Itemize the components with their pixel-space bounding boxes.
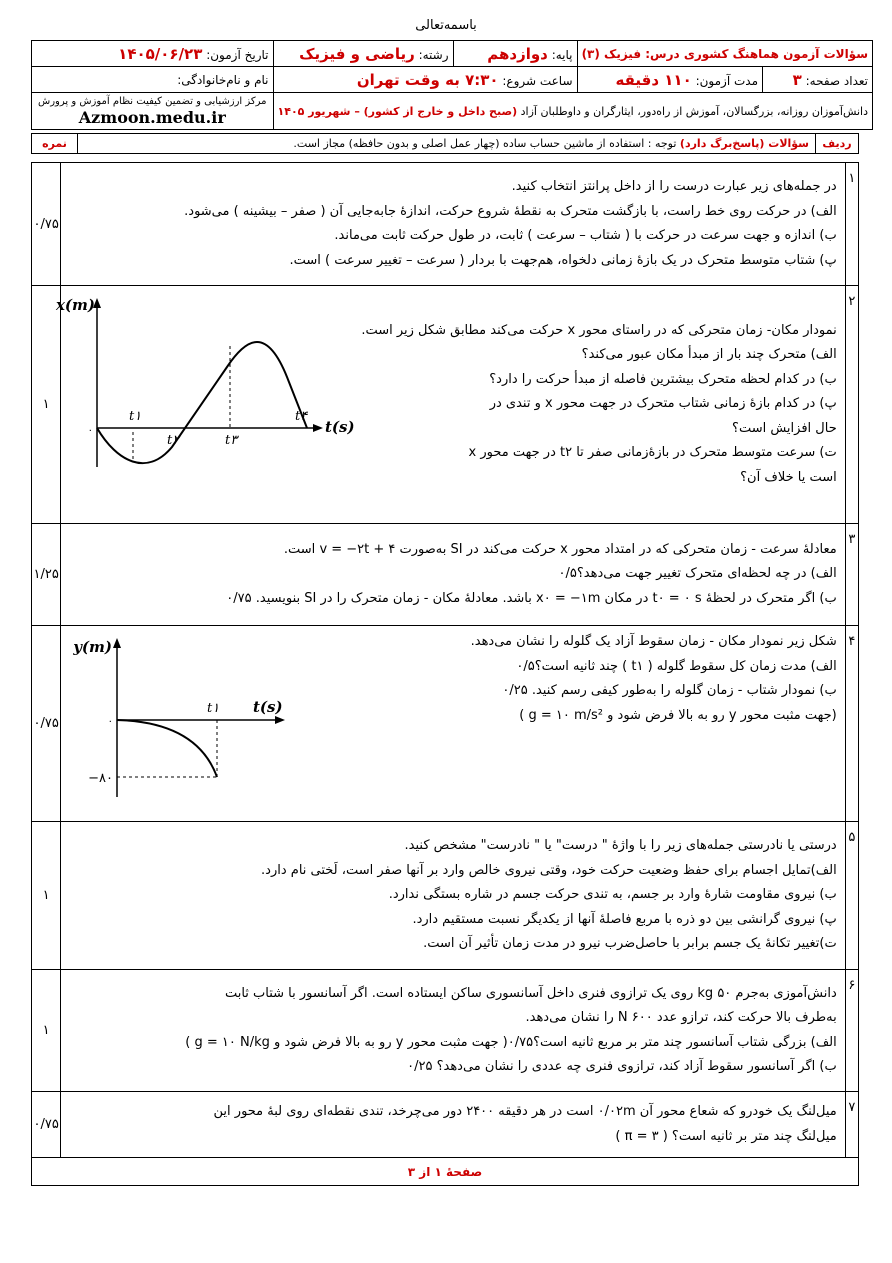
column-header xyxy=(31,133,859,154)
question-body xyxy=(61,626,845,822)
duration-cell xyxy=(577,67,763,93)
question-line: میل‌لنگ چند متر بر ثانیه است؟ ( π = ۳ ) xyxy=(615,1128,837,1144)
start-value: ۷:۳۰ به وقت تهران xyxy=(356,70,499,89)
question-body xyxy=(61,970,845,1092)
question-body xyxy=(61,1092,845,1158)
position-time-graph xyxy=(56,292,355,472)
questions-table xyxy=(31,162,859,1186)
question-row xyxy=(32,970,859,1092)
fall-graph xyxy=(67,632,297,802)
question-row xyxy=(32,524,859,626)
fall-curve xyxy=(117,720,217,777)
question-line: شکل زیر نمودار مکان - زمان سقوط آزاد یک گلوله را نشان می‌دهد. xyxy=(470,634,837,649)
question-score: ۱/۲۵ xyxy=(32,524,61,626)
graph-origin: ۰ xyxy=(107,716,114,727)
question-line: ت)تغییر تکانهٔ یک جسم برابر با حاصل‌ضرب نیرو در مدت زمان تأثیر آن است. xyxy=(423,936,837,952)
graph-xlabel: t(s) xyxy=(253,698,283,716)
graph-t3: t۳ xyxy=(225,433,238,448)
question-score: ۰/۷۵ xyxy=(32,1092,61,1158)
grade-cell xyxy=(453,41,577,67)
audience-text: دانش‌آموزان روزانه، بزرگسالان، آموزش از راه‌دور، ایثارگران و داوطلبان آزاد xyxy=(520,104,869,118)
question-line: میل‌لنگ یک خودرو که شعاع محور آن ۰/۰۲m است در هر دقیقه ۲۴۰۰ دور می‌چرخد، تندی نقطه‌ای روی لبهٔ محور این xyxy=(213,1104,837,1119)
question-row xyxy=(32,626,859,822)
question-score: ۱ xyxy=(32,286,61,524)
name-cell xyxy=(32,67,274,93)
question-line: ت) سرعت متوسط متحرک در بازهٔ‌زمانی صفر تا t۲ در جهت محور x xyxy=(468,445,837,461)
bismillah: باسمه‌تعالی xyxy=(415,18,477,33)
question-line: ب) نیروی مقاومت شارهٔ وارد بر جسم، به تندی حرکت جسم در شاره بستگی ندارد. xyxy=(388,887,837,903)
col-score-label: نمره xyxy=(32,134,78,154)
question-line: ب) در کدام لحظه متحرک بیشترین فاصله از مبدأ حرکت را دارد؟ xyxy=(489,371,837,387)
question-line: حال افزایش است؟ xyxy=(732,420,837,436)
calculator-note: توجه : استفاده از ماشین حساب ساده (چهار عمل اصلی و بدون حافظه) مجاز است. xyxy=(293,137,677,150)
question-number: ۶ xyxy=(845,970,858,1092)
question-number: ۳ xyxy=(845,524,858,626)
question-line: دانش‌آموزی به‌جرم ۵۰ kg روی یک ترازوی فنری داخل آسانسوری ساکن ایستاده است. اگر آسانسور با شتاب ثابت xyxy=(224,985,837,1001)
grade-label: پایه: xyxy=(551,47,573,62)
site-link[interactable]: Azmoon.medu.ir xyxy=(78,108,226,127)
question-score: ۱ xyxy=(32,970,61,1092)
question-line: الف) متحرک چند بار از مبدأ مکان عبور می‌کند؟ xyxy=(581,347,837,363)
y-axis-arrow xyxy=(113,638,121,648)
question-number: ۲ xyxy=(845,286,858,524)
date-cell xyxy=(32,41,274,67)
graph-t2: t۲ xyxy=(167,433,180,448)
question-score: ۱ xyxy=(32,822,61,970)
duration-value: ۱۱۰ دقیقه xyxy=(615,70,692,89)
question-line: به‌طرف بالا حرکت کند، ترازو عدد ۶۰۰ N را نشان می‌دهد. xyxy=(525,1010,837,1025)
question-body xyxy=(61,163,845,286)
question-line: است یا خلاف آن؟ xyxy=(740,469,837,485)
question-line: در جمله‌های زیر عبارت درست را از داخل پرانتز انتخاب کنید. xyxy=(511,179,837,194)
question-line: ب) نمودار شتاب - زمان گلوله را به‌طور کیفی رسم کنید. ۰/۲۵ xyxy=(502,683,837,698)
question-number: ۷ xyxy=(845,1092,858,1158)
question-line: نمودار مکان- زمان متحرکی که در راستای محور x حرکت می‌کند مطابق شکل زیر است. xyxy=(361,322,837,338)
session-text: (صبح داخل و خارج از کشور) – شهریور ۱۴۰۵ xyxy=(277,104,518,118)
graph-t1: t۱ xyxy=(207,701,220,716)
pages-label: تعداد صفحه: xyxy=(805,73,869,88)
question-row xyxy=(32,822,859,970)
question-line: درستی یا نادرستی جمله‌های زیر را با واژهٔ " درست" یا " نادرست" مشخص کنید. xyxy=(404,838,837,854)
x-axis-arrow xyxy=(275,716,285,724)
exam-header xyxy=(31,40,873,130)
org-name: مرکز ارزشیابی و تضمین کیفیت نظام آموزش و پرورش xyxy=(38,96,267,107)
question-line: الف)تمایل اجسام برای حفظ وضعیت حرکت خود، وقتی نیروی خالص وارد بر آنها صفر است، لَختی نام دارد. xyxy=(261,862,837,878)
x-axis-arrow xyxy=(313,424,323,432)
question-number: ۴ xyxy=(845,626,858,822)
col-questions-label: سؤالات (پاسخ‌برگ دارد) xyxy=(679,137,809,150)
curve xyxy=(97,342,307,463)
pages-value: ۳ xyxy=(792,70,802,89)
question-row xyxy=(32,286,859,524)
col-row-label: ردیف xyxy=(816,134,859,154)
question-score: ۰/۷۵ xyxy=(32,626,61,822)
field-cell xyxy=(273,41,453,67)
graph-t4: t۴ xyxy=(295,409,308,424)
question-line: الف) در حرکت روی خط راست، با بازگشت متحرک به نقطهٔ شروع حرکت، اندازهٔ جابه‌جایی آن ( صفر – بیشینه ) می‌شود. xyxy=(184,203,837,219)
question-row xyxy=(32,1092,859,1158)
grade-value: دوازدهم xyxy=(487,44,548,63)
name-label: نام و نام‌خانوادگی: xyxy=(177,72,269,87)
graph-ymin: −۸۰ xyxy=(88,771,114,786)
question-number: ۱ xyxy=(845,163,858,286)
graph-xlabel: t(s) xyxy=(325,418,355,436)
col-questions xyxy=(78,134,816,154)
question-body xyxy=(61,822,845,970)
question-line: ب) اندازه و جهت سرعت در حرکت با ( شتاب – سرعت ) ثابت، در طول حرکت ثابت می‌ماند. xyxy=(334,228,837,243)
question-line: الف) بزرگی شتاب آسانسور چند متر بر مربع ثانیه است؟۰/۷۵( جهت مثبت محور y رو به بالا فرض شود و g = ۱۰ N/kg ) xyxy=(185,1034,837,1050)
question-line: معادلهٔ سرعت - زمان متحرکی که در امتداد محور x حرکت می‌کند در SI به‌صورت v = −۲t + ۴ است. xyxy=(283,541,837,557)
question-number: ۵ xyxy=(845,822,858,970)
footer-row xyxy=(32,1158,859,1186)
field-label: رشته: xyxy=(418,47,449,62)
start-label: ساعت شروع: xyxy=(502,73,573,88)
page-footer: صفحهٔ ۱ از ۳ xyxy=(32,1158,859,1186)
audience-cell xyxy=(273,93,873,130)
field-value: ریاضی و فیزیک xyxy=(299,44,415,63)
question-line: پ) نیروی گرانشی بین دو ذره با مربع فاصلهٔ آنها از یکدیگر نسبت مستقیم دارد. xyxy=(412,911,837,927)
question-line: الف) مدت زمان کل سقوط گلوله ( t۱ ) چند ثانیه است؟۰/۵ xyxy=(516,658,837,674)
question-line: (جهت مثبت محور y رو به بالا فرض شود و g = ۱۰ m/s² ) xyxy=(519,707,837,723)
graph-origin: ۰ xyxy=(87,425,94,436)
duration-label: مدت آزمون: xyxy=(695,73,759,88)
graph-t1: t۱ xyxy=(129,409,142,424)
date-value: ۱۴۰۵/۰۶/۲۳ xyxy=(118,44,203,63)
date-label: تاریخ آزمون: xyxy=(206,47,269,62)
org-cell xyxy=(32,93,274,130)
question-line: ب) اگر آسانسور سقوط آزاد کند، ترازوی فنری چه عددی را نشان می‌دهد؟ ۰/۲۵ xyxy=(407,1059,837,1074)
exam-title: سؤالات آزمون هماهنگ کشوری درس: فیزیک (۳) xyxy=(577,41,873,67)
question-line: الف) در چه لحظه‌ای متحرک تغییر جهت می‌دهد؟۰/۵ xyxy=(558,566,837,582)
question-line: پ) شتاب متوسط متحرک در یک بازهٔ زمانی دلخواه، هم‌جهت با بردار ( سرعت – تغییر سرعت ) است. xyxy=(289,252,837,268)
question-score: ۰/۷۵ xyxy=(32,163,61,286)
pages-cell xyxy=(763,67,873,93)
graph-ylabel: x(m) xyxy=(56,296,96,314)
question-line: پ) در کدام بازهٔ زمانی شتاب متحرک در جهت محور x و تندی در xyxy=(489,396,837,412)
start-cell xyxy=(273,67,577,93)
question-line: ب) اگر متحرک در لحظهٔ t۰ = ۰ s در مکان x۰ = −۱m باشد. معادلهٔ مکان - زمان متحرک را در SI بنویسید. ۰/۷۵ xyxy=(226,590,837,606)
question-row xyxy=(32,163,859,286)
graph-ylabel: y(m) xyxy=(73,638,113,656)
question-body xyxy=(56,286,845,524)
question-body xyxy=(61,524,845,626)
